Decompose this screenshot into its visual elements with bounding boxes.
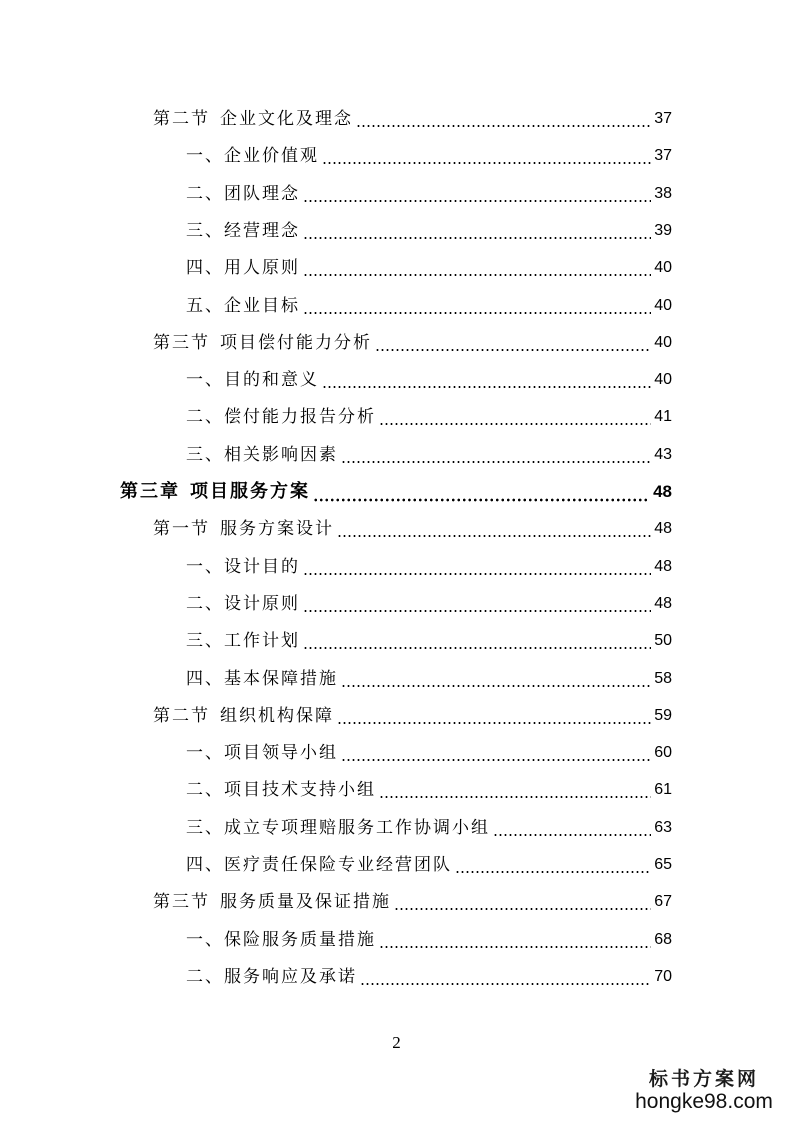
toc-entry-page: 40	[654, 258, 672, 276]
toc-entry-prefix: 二、	[186, 779, 224, 800]
toc-entry-label	[186, 966, 357, 988]
toc-entry-title: 工作计划	[224, 630, 300, 651]
toc-entry-label	[153, 705, 334, 727]
toc-dot-leader	[313, 481, 650, 503]
toc-entry-prefix: 五、	[186, 295, 224, 316]
toc-entry-title: 企业价值观	[224, 145, 319, 166]
toc-entry	[186, 398, 672, 435]
toc-entry-page: 40	[654, 296, 672, 314]
toc-entry	[186, 287, 672, 324]
toc-entry-label	[153, 108, 353, 130]
toc-dot-leader	[303, 257, 651, 279]
toc-entry-prefix: 三、	[186, 444, 224, 465]
toc-entry-title: 保险服务质量措施	[224, 929, 376, 950]
toc-entry-page: 63	[654, 818, 672, 836]
toc-dot-leader	[303, 593, 651, 615]
toc-entry-title: 项目偿付能力分析	[220, 332, 372, 353]
toc-entry	[186, 436, 672, 473]
toc-dot-leader	[303, 220, 651, 242]
toc-entry-label	[186, 779, 376, 801]
toc-entry-prefix: 二、	[186, 593, 224, 614]
toc-dot-leader	[356, 108, 651, 130]
toc-entry-page: 67	[654, 892, 672, 910]
toc-entry-prefix: 二、	[186, 966, 224, 987]
toc-entry-prefix: 三、	[186, 220, 224, 241]
toc-entry-title: 基本保障措施	[224, 668, 338, 689]
toc-entry-label	[153, 518, 334, 540]
toc-entry-label	[186, 145, 319, 167]
toc-entry-page: 48	[654, 557, 672, 575]
toc-dot-leader	[337, 705, 651, 727]
toc-entry	[120, 473, 672, 510]
toc-entry-label	[186, 295, 300, 317]
toc-entry-page: 48	[654, 519, 672, 537]
toc-entry	[153, 100, 672, 137]
toc-entry-prefix: 一、	[186, 145, 224, 166]
toc-entry-title: 用人原则	[224, 257, 300, 278]
toc-entry-title: 设计原则	[224, 593, 300, 614]
toc-entry-prefix: 三、	[186, 630, 224, 651]
toc-entry-prefix: 第一节	[153, 518, 210, 539]
toc-entry-prefix: 一、	[186, 929, 224, 950]
toc-entry-title: 团队理念	[224, 183, 300, 204]
toc-entry-title: 设计目的	[224, 556, 300, 577]
toc-entry	[153, 883, 672, 920]
toc-entry-prefix: 一、	[186, 369, 224, 390]
toc-entry-label	[186, 369, 319, 391]
toc-entry-label	[186, 630, 300, 652]
toc-dot-leader	[360, 966, 651, 988]
toc-entry	[186, 809, 672, 846]
toc-entry-prefix: 二、	[186, 183, 224, 204]
toc-entry-title: 服务方案设计	[220, 518, 334, 539]
toc-dot-leader	[455, 854, 651, 876]
toc-entry	[186, 660, 672, 697]
toc-dot-leader	[375, 332, 651, 354]
page-number: 2	[392, 1033, 401, 1052]
toc-entry-title: 项目技术支持小组	[224, 779, 376, 800]
toc-dot-leader	[341, 742, 651, 764]
toc-entry-title: 目的和意义	[224, 369, 319, 390]
toc-entry-page: 40	[654, 370, 672, 388]
toc-entry-prefix: 第三章	[120, 480, 180, 502]
toc-entry-label	[153, 332, 372, 354]
toc-entry	[186, 361, 672, 398]
toc-entry-prefix: 第三节	[153, 332, 210, 353]
toc-entry	[153, 697, 672, 734]
toc-entry-label	[186, 444, 338, 466]
toc-dot-leader	[322, 369, 651, 391]
toc-entry-title: 医疗责任保险专业经营团队	[224, 854, 452, 875]
watermark-logo	[629, 1068, 779, 1114]
toc-entry	[186, 175, 672, 212]
toc-entry-prefix: 第二节	[153, 108, 210, 129]
toc-entry-page: 60	[654, 743, 672, 761]
toc-entry-prefix: 四、	[186, 668, 224, 689]
toc-entry-label	[186, 742, 338, 764]
toc-dot-leader	[379, 406, 651, 428]
toc-entry	[186, 137, 672, 174]
toc-entry-label	[186, 183, 300, 205]
toc-entry	[186, 249, 672, 286]
toc-entry-prefix: 一、	[186, 742, 224, 763]
watermark-title: 标书方案网	[648, 1068, 759, 1090]
toc-entry	[186, 548, 672, 585]
toc-dot-leader	[341, 444, 651, 466]
toc-entry-label	[120, 481, 310, 503]
toc-entry	[153, 324, 672, 361]
toc-entry	[186, 585, 672, 622]
toc-entry-label	[153, 891, 391, 913]
toc-entry-prefix: 四、	[186, 257, 224, 278]
toc-entry-page: 41	[654, 407, 672, 425]
toc-entry	[186, 771, 672, 808]
toc-dot-leader	[341, 668, 651, 690]
toc-entry-title: 成立专项理赔服务工作协调小组	[224, 817, 490, 838]
toc-entry-page: 37	[654, 109, 672, 127]
toc-entry	[186, 622, 672, 659]
toc-entry-label	[186, 817, 490, 839]
toc-dot-leader	[303, 183, 651, 205]
toc-entry-label	[186, 929, 376, 951]
toc-entry-page: 70	[654, 967, 672, 985]
toc-entry-page: 50	[654, 631, 672, 649]
toc-entry-page: 59	[654, 706, 672, 724]
toc-entry-label	[186, 854, 452, 876]
toc-dot-leader	[322, 145, 651, 167]
toc-entry-page: 40	[654, 333, 672, 351]
toc-entry-page: 37	[654, 146, 672, 164]
toc-entry-title: 项目领导小组	[224, 742, 338, 763]
toc-entry-label	[186, 593, 300, 615]
toc-entry-prefix: 二、	[186, 406, 224, 427]
toc-entry-page: 65	[654, 855, 672, 873]
toc-entry-page: 43	[654, 445, 672, 463]
toc-dot-leader	[303, 556, 651, 578]
toc-dot-leader	[394, 891, 651, 913]
toc-entry-label	[186, 406, 376, 428]
toc-entry-page: 58	[654, 669, 672, 687]
toc-entry-page: 48	[653, 481, 672, 501]
toc-entry-prefix: 四、	[186, 854, 224, 875]
toc-entry-page: 61	[654, 780, 672, 798]
toc-entry-prefix: 一、	[186, 556, 224, 577]
toc-entry-prefix: 三、	[186, 817, 224, 838]
toc-entry-prefix: 第三节	[153, 891, 210, 912]
watermark-site: hongke98.com	[635, 1090, 773, 1113]
toc-entry-title: 企业文化及理念	[220, 108, 353, 129]
toc-entry	[186, 734, 672, 771]
toc-entry	[186, 921, 672, 958]
toc-entry-page: 68	[654, 930, 672, 948]
toc-entry-title: 经营理念	[224, 220, 300, 241]
toc-entry-page: 48	[654, 594, 672, 612]
toc-dot-leader	[337, 518, 651, 540]
toc-dot-leader	[303, 630, 651, 652]
toc-entry	[186, 212, 672, 249]
toc-entry-label	[186, 220, 300, 242]
toc-dot-leader	[493, 817, 651, 839]
toc-entry-title: 企业目标	[224, 295, 300, 316]
toc-entry-title: 项目服务方案	[190, 480, 310, 502]
toc-entry-title: 服务质量及保证措施	[220, 891, 391, 912]
toc-entry-title: 偿付能力报告分析	[224, 406, 376, 427]
toc-dot-leader	[379, 929, 651, 951]
toc-entry-title: 相关影响因素	[224, 444, 338, 465]
toc-entry-page: 38	[654, 184, 672, 202]
toc-entry-title: 服务响应及承诺	[224, 966, 357, 987]
toc-entry-title: 组织机构保障	[220, 705, 334, 726]
toc-entry-prefix: 第二节	[153, 705, 210, 726]
toc-entry	[186, 958, 672, 995]
toc-entry	[153, 510, 672, 547]
toc-dot-leader	[379, 779, 651, 801]
toc-entry-label	[186, 668, 338, 690]
toc-entry	[186, 846, 672, 883]
toc-dot-leader	[303, 295, 651, 317]
toc-entry-page: 39	[654, 221, 672, 239]
toc-entry-label	[186, 257, 300, 279]
toc-entry-label	[186, 556, 300, 578]
